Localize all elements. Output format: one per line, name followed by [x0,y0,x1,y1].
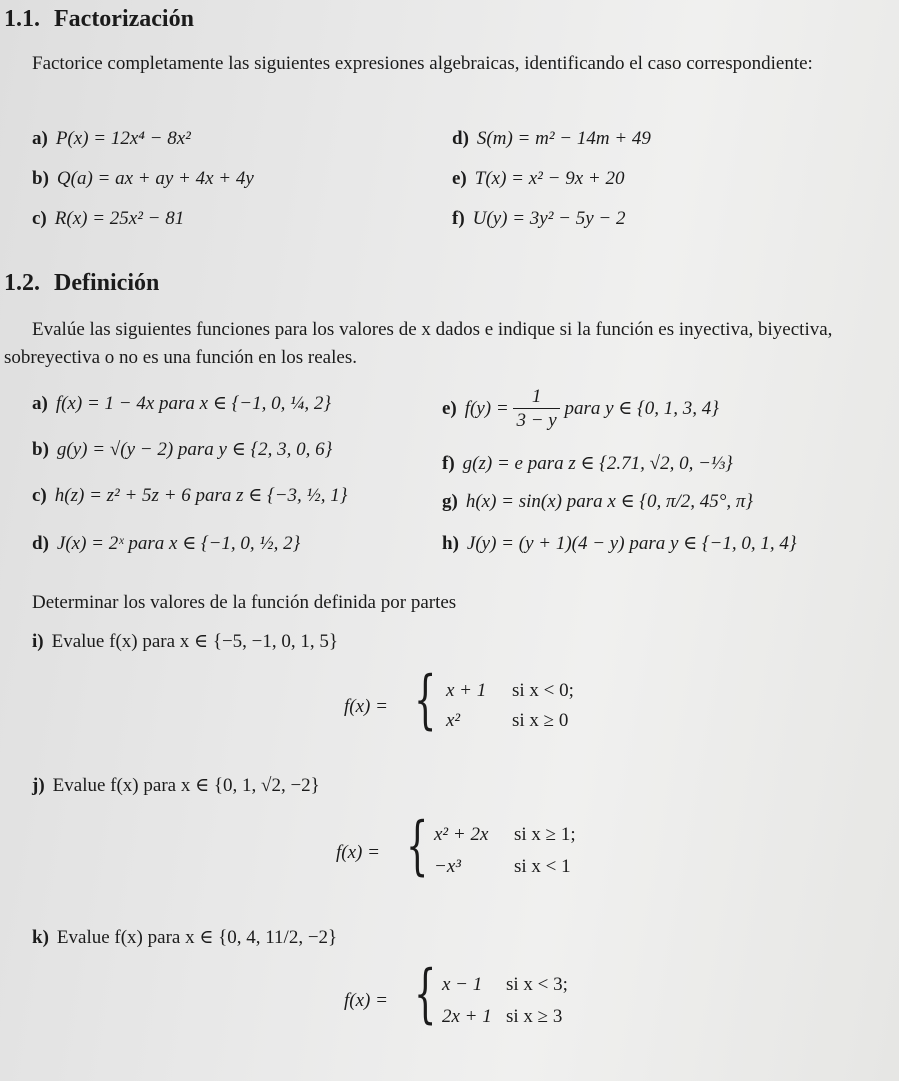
item-label: f) [442,453,455,474]
section-number: 1.2. [4,270,40,296]
exercise-item [442,386,719,433]
fraction-denominator: 3 − y [516,410,557,431]
case-condition: si x < 1 [514,856,571,877]
item-label: i) [32,631,44,652]
fraction [513,386,559,433]
item-expression: g(z) = e para z ∈ {2.71, √2, 0, −⅓} [462,453,733,474]
exercise-item [32,392,331,415]
item-expression-rest: para y ∈ {0, 1, 3, 4} [564,397,719,419]
function-lhs: f(x) = [344,990,388,1011]
item-expression: J(y) = (y + 1)(4 − y) para y ∈ {−1, 0, 1, 4} [466,533,797,554]
exercise-item [442,532,796,555]
item-label: e) [452,168,467,189]
function-lhs: f(x) = [344,696,388,717]
fraction-numerator: 1 [513,386,559,409]
section-number: 1.1. [4,6,40,32]
item-label: e) [442,397,457,419]
item-label: d) [452,128,469,149]
section-intro: Evalúe las siguientes funciones para los valores de x dados e indique si la función es inyectiva, biyectiva, sobreyectiva o no es una función en los reales. [4,319,833,368]
piecewise-title: Determinar los valores de la función definida por partes [32,592,457,613]
item-label: c) [32,485,47,506]
exercise-item [32,532,300,555]
section-title: Factorización [54,6,194,32]
exercise-item [32,168,254,190]
left-brace: { [414,663,437,737]
section-heading-definicion [4,270,159,297]
case-condition: si x ≥ 1; [514,824,576,845]
exercise-item [452,128,651,150]
item-label: k) [32,927,49,948]
case-condition: si x ≥ 0 [512,710,569,731]
item-label: h) [442,533,459,554]
item-expression: f(x) = 1 − 4x para x ∈ {−1, 0, ¼, 2} [55,393,331,414]
section-intro: Factorice completamente las siguientes expresiones algebraicas, identificando el caso correspondiente: [32,53,813,74]
case-condition: si x < 3; [506,974,568,995]
item-expression: J(x) = 2ˣ para x ∈ {−1, 0, ½, 2} [56,533,301,554]
exercise-item [32,128,191,150]
exercise-item [32,774,320,797]
exercise-item [452,168,624,190]
left-brace: { [414,957,437,1031]
left-brace: { [406,809,429,883]
item-label: a) [32,393,48,414]
item-label: d) [32,533,49,554]
item-expression: S(m) = m² − 14m + 49 [476,128,651,149]
item-label: g) [442,491,458,512]
item-expression: f(y) = [464,397,509,419]
item-expression: P(x) = 12x⁴ − 8x² [55,128,191,149]
case-condition: si x < 0; [512,680,574,701]
item-label: f) [452,208,465,229]
item-label: j) [32,775,45,796]
exercise-item [442,452,733,475]
item-expression: U(y) = 3y² − 5y − 2 [472,208,626,229]
case-expr: 2x + 1 [442,1006,492,1027]
section-heading-factorizacion [4,6,194,33]
exercise-item [32,630,338,653]
item-label: a) [32,128,48,149]
item-expression: T(x) = x² − 9x + 20 [474,168,625,189]
item-expression: g(y) = √(y − 2) para y ∈ {2, 3, 0, 6} [56,439,333,460]
item-expression: Q(a) = ax + ay + 4x + 4y [56,168,254,189]
item-prompt: Evalue f(x) para x ∈ {0, 4, 11/2, −2} [56,927,338,948]
item-label: b) [32,168,49,189]
exercise-item [442,490,753,513]
item-label: b) [32,439,49,460]
case-expr: x − 1 [442,974,483,995]
item-expression: h(z) = z² + 5z + 6 para z ∈ {−3, ½, 1} [54,485,348,506]
exercise-item [452,208,626,230]
case-expr: −x³ [434,856,461,877]
case-expr: x + 1 [446,680,487,701]
item-prompt: Evalue f(x) para x ∈ {−5, −1, 0, 1, 5} [51,631,339,652]
exercise-item [32,208,184,230]
item-expression: h(x) = sin(x) para x ∈ {0, π/2, 45°, π} [465,491,753,512]
item-label: c) [32,208,47,229]
exercise-item [32,438,332,461]
item-prompt: Evalue f(x) para x ∈ {0, 1, √2, −2} [52,775,320,796]
item-expression: R(x) = 25x² − 81 [54,208,185,229]
section-title: Definición [54,270,160,296]
exercise-item [32,926,337,949]
case-condition: si x ≥ 3 [506,1006,563,1027]
case-expr: x² + 2x [434,824,489,845]
exercise-item [32,484,347,507]
case-expr: x² [446,710,461,731]
function-lhs: f(x) = [336,842,380,863]
